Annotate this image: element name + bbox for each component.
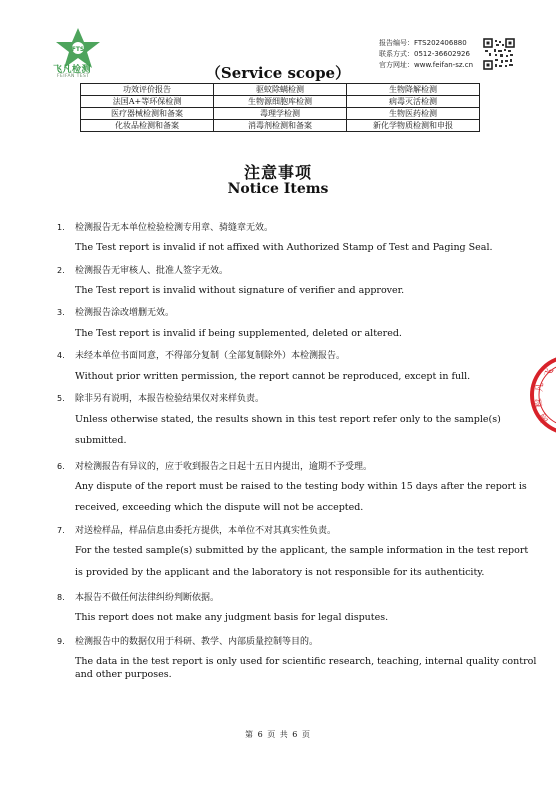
paging-seal-icon bbox=[528, 340, 556, 450]
notice-item-9-en: The data in the test report is only used for scientific research, teaching, internal quality control bbox=[75, 656, 537, 667]
notice-item-3: 3. 检测报告涂改增删无效。 bbox=[57, 308, 175, 318]
table-cell: 功效评价报告 bbox=[81, 84, 214, 96]
notice-item-5-en: Unless otherwise stated, the results shown in this test report refer only to the sample(s) bbox=[75, 414, 501, 425]
notice-item-6-en: received, exceeding which the dispute will not be accepted. bbox=[75, 502, 364, 513]
table-row bbox=[81, 120, 480, 132]
svg-text:飞: 飞 bbox=[543, 367, 556, 380]
page-number: 第 6 页 共 6 页 bbox=[245, 730, 311, 739]
table-row bbox=[81, 84, 480, 96]
notice-item-2: 2. 检测报告无审核人、批准人签字无效。 bbox=[57, 266, 229, 276]
contact-phone: 联系方式：0512-36602926 bbox=[379, 50, 470, 58]
notice-item-5: 5. 除非另有说明，本报告检验结果仅对来样负责。 bbox=[57, 394, 265, 404]
notice-item-6: 6. 对检测报告有异议的，应于收到报告之日起十五日内提出，逾期不予受理。 bbox=[57, 462, 373, 472]
notice-item-9: 9. 检测报告中的数据仅用于科研、教学、内部质量控制等目的。 bbox=[57, 637, 319, 647]
table-cell: 新化学物质检测和申报 bbox=[347, 120, 480, 132]
notice-title: 注意事项 bbox=[243, 163, 312, 182]
table-cell: 生物降解检测 bbox=[347, 84, 480, 96]
table-cell: 消毒剂检测和备案 bbox=[214, 120, 347, 132]
table-cell: 法国A+等环保检测 bbox=[81, 96, 214, 108]
table-row bbox=[81, 108, 480, 120]
notice-item-2-en: The Test report is invalid without signature of verifier and approver. bbox=[75, 285, 405, 296]
notice-item-7-en: is provided by the applicant and the laboratory is not responsible for its authenticity. bbox=[75, 567, 485, 578]
website: 官方网址：www.feifan-sz.cn bbox=[379, 61, 474, 69]
notice-item-4: 4. 未经本单位书面同意，不得部分复制（全部复制除外）本检测报告。 bbox=[57, 351, 346, 361]
notice-item-7: 7. 对送检样品，样品信息由委托方提供，本单位不对其真实性负责。 bbox=[57, 526, 337, 536]
table-cell: 驱蚊除螨检测 bbox=[214, 84, 347, 96]
table-cell: 毒理学检测 bbox=[214, 108, 347, 120]
notice-item-9-en: and other purposes. bbox=[75, 669, 172, 680]
notice-item-7-en: For the tested sample(s) submitted by the applicant, the sample information in the test report bbox=[75, 545, 529, 556]
service-scope-table bbox=[80, 83, 480, 132]
notice-item-3-en: The Test report is invalid if being supplemented, deleted or altered. bbox=[75, 328, 402, 339]
svg-text:检: 检 bbox=[533, 397, 545, 409]
report-number: 报告编号：FTS202406880 bbox=[379, 39, 467, 47]
notice-item-1: 1. 检测报告无本单位检验检测专用章、骑缝章无效。 bbox=[57, 223, 274, 233]
notice-item-1-en: The Test report is invalid if not affixed with Authorized Stamp of Test and Paging Seal. bbox=[75, 242, 493, 253]
notice-item-6-en: Any dispute of the report must be raised to the testing body within 15 days after the report is bbox=[75, 481, 527, 492]
svg-text:FTS: FTS bbox=[71, 46, 85, 53]
table-cell: 病毒灭活检测 bbox=[347, 96, 480, 108]
table-cell: 化妆品检测和备案 bbox=[81, 120, 214, 132]
notice-item-8: 8. 本报告不做任何法律纠纷判断依据。 bbox=[57, 593, 220, 603]
table-cell: 生物源细胞库检测 bbox=[214, 96, 347, 108]
svg-text:测: 测 bbox=[537, 411, 551, 424]
notice-title-en: Notice Items bbox=[227, 181, 329, 197]
table-row bbox=[81, 96, 480, 108]
notice-item-5-en: submitted. bbox=[75, 435, 127, 446]
logo-name: 飞凡检测 bbox=[53, 65, 92, 75]
notice-item-4-en: Without prior written permission, the report cannot be reproduced, except in full. bbox=[75, 371, 471, 382]
table-cell: 生物医药检测 bbox=[347, 108, 480, 120]
notice-item-8-en: This report does not make any judgment basis for legal disputes. bbox=[75, 612, 389, 623]
service-scope-title: （Service scope） bbox=[205, 64, 351, 82]
table-cell: 医疗器械检测和备案 bbox=[81, 108, 214, 120]
logo-name-en: FEIFAN TEST bbox=[57, 74, 90, 79]
svg-text:凡: 凡 bbox=[535, 382, 546, 393]
